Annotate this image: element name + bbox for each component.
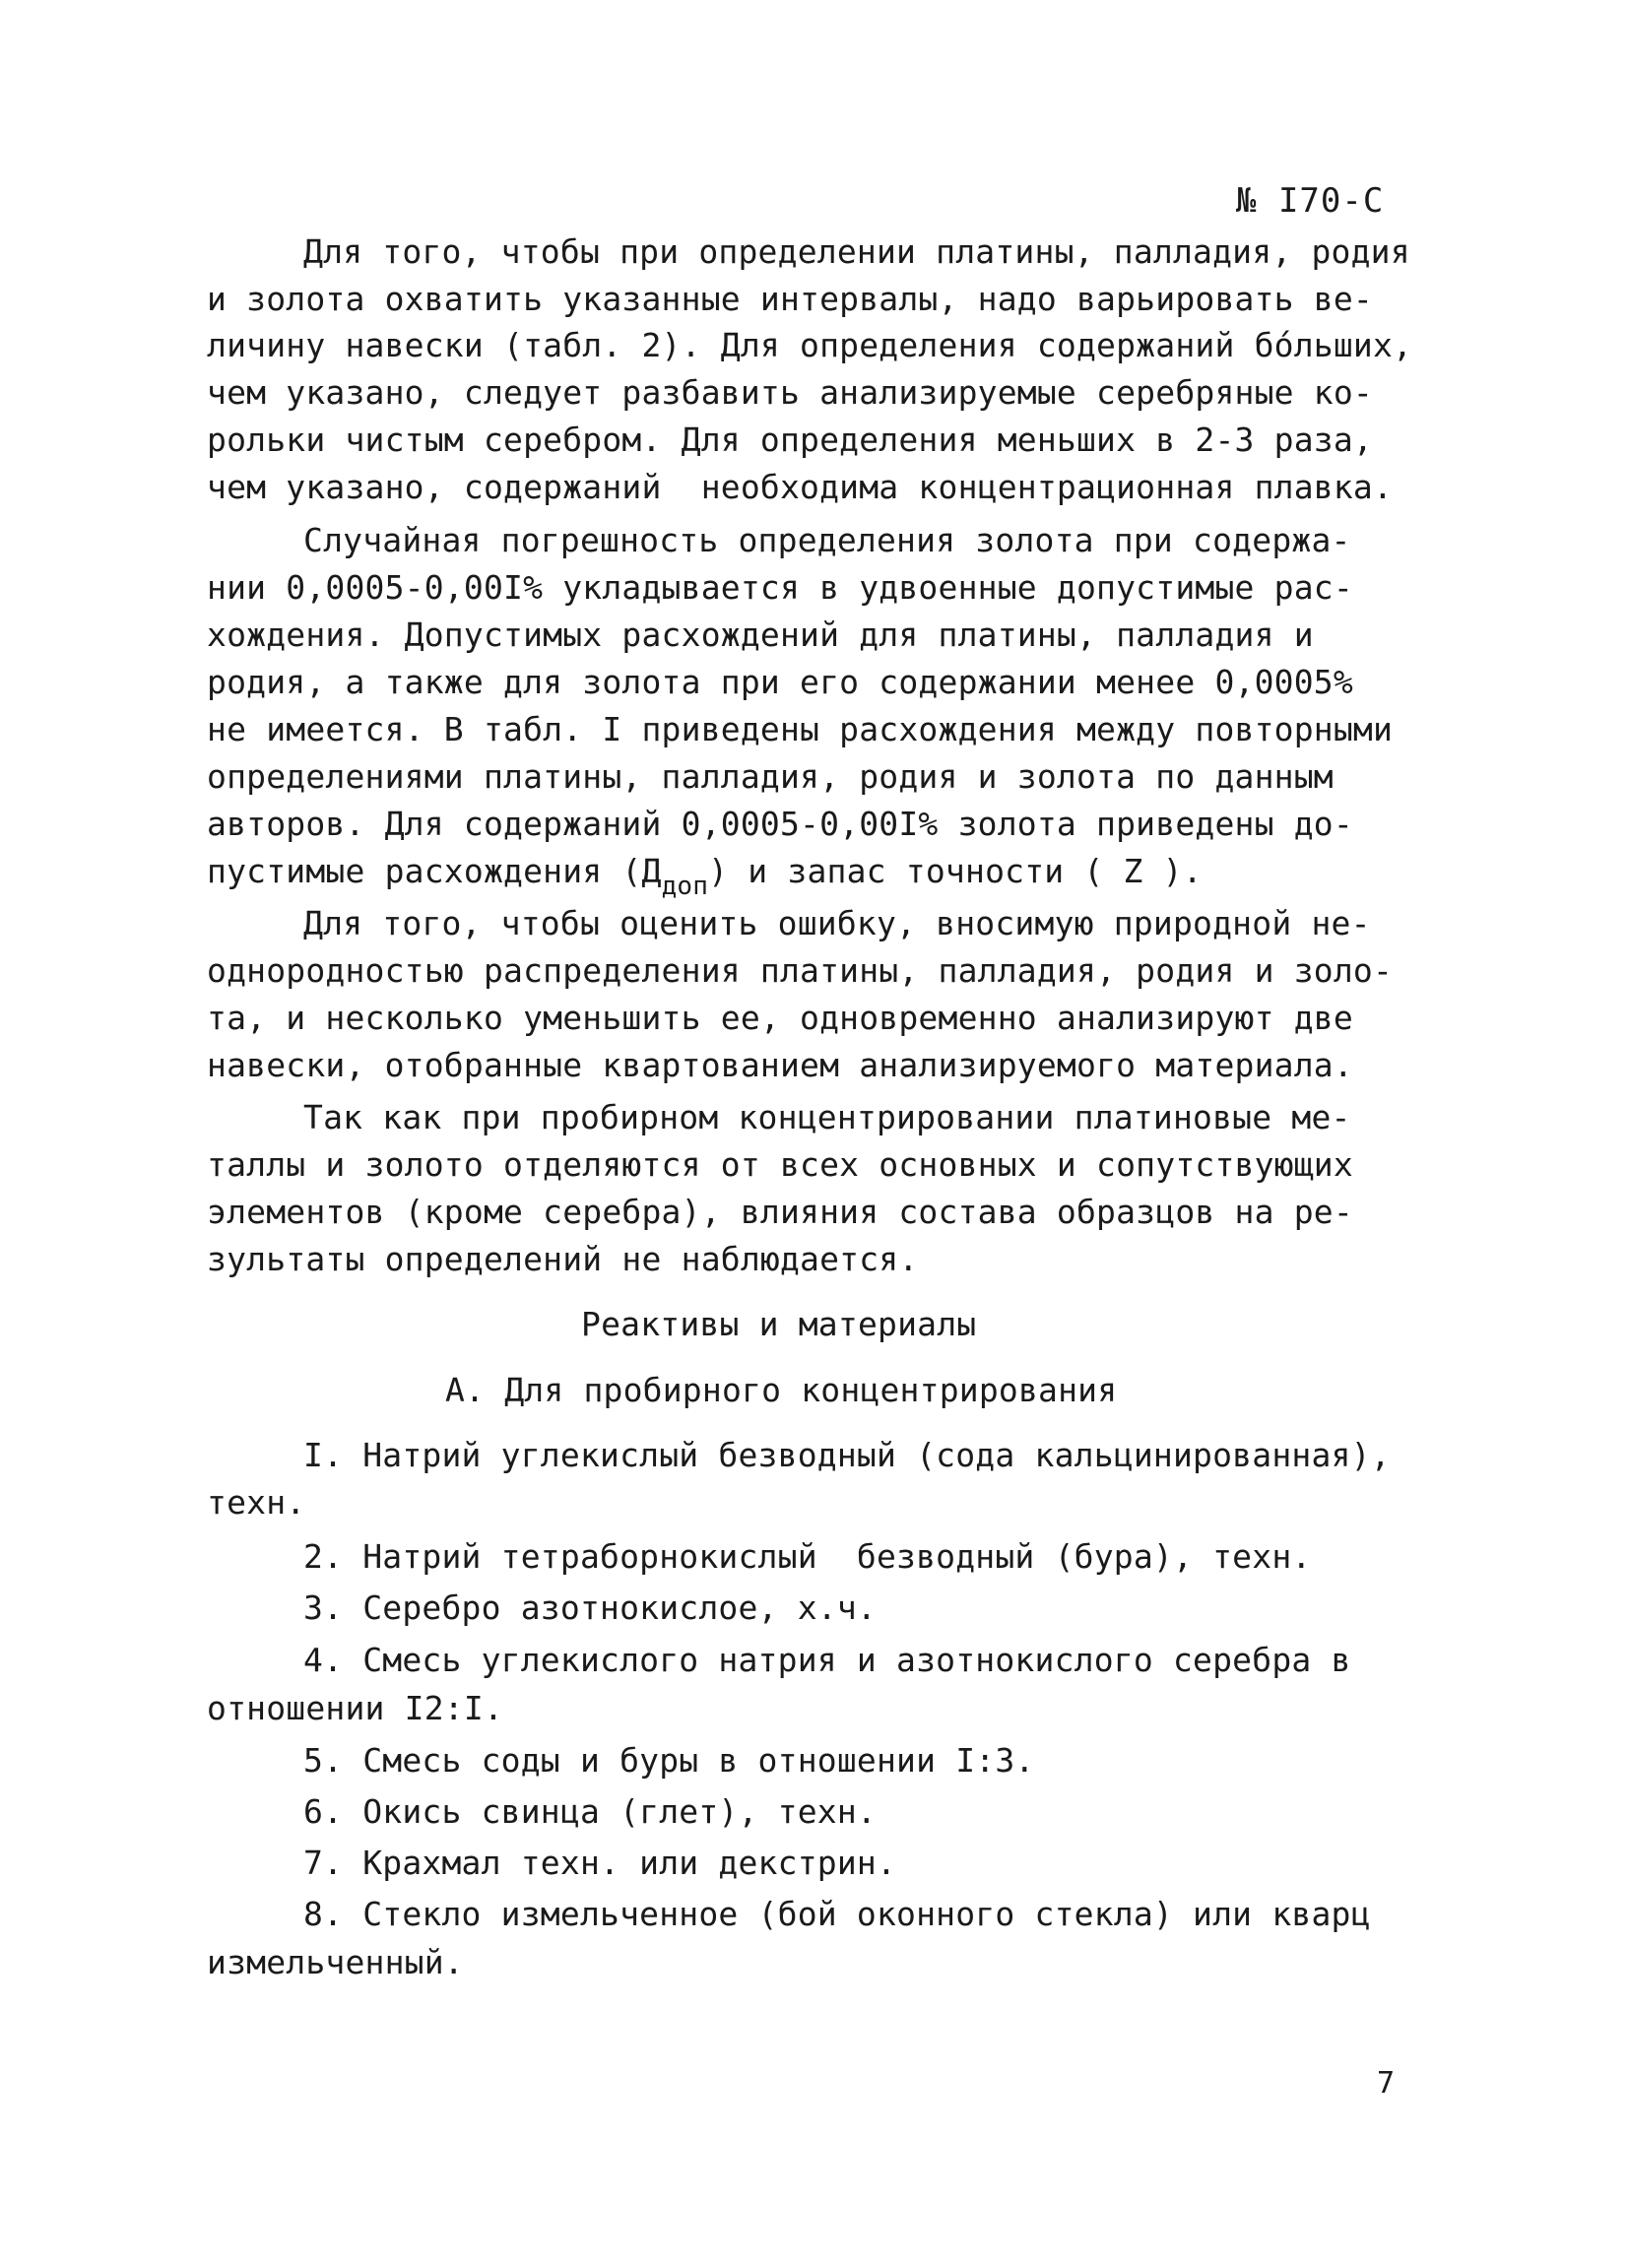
paragraph-4-line: Так как при пробирном концентрировании платиновые ме-: [303, 1098, 1351, 1136]
paragraph-2-line: Случайная погрешность определения золота при содержа-: [303, 521, 1351, 559]
section-title: Реактивы и материалы: [581, 1305, 977, 1343]
paragraph-1-line: личину навески (табл. 2). Для определения содержаний бóльших,: [207, 326, 1413, 364]
paragraph-4-line: таллы и золото отделяются от всех основных и сопутствующих: [207, 1145, 1353, 1184]
paragraph-1-line: и золота охватить указанные интервалы, надо варьировать ве-: [207, 280, 1373, 318]
paragraph-2-line: не имеется. В табл. I приведены расхождения между повторными: [207, 710, 1394, 748]
paragraph-2-line: определениями платины, палладия, родия и золота по данным: [207, 757, 1334, 796]
list-item: I. Натрий углекислый безводный (сода кальцинированная),: [303, 1436, 1391, 1474]
text-segment: ) и запас точности ( Z ).: [708, 852, 1203, 890]
list-item-continuation: отношении I2:I.: [207, 1689, 504, 1727]
list-item: 6. Окись свинца (глет), техн.: [303, 1792, 877, 1831]
paragraph-3-line: однородностью распределения платины, палладия, родия и золо-: [207, 951, 1394, 990]
paragraph-2-line: авторов. Для содержаний 0,0005-0,00I% золота приведены до-: [207, 805, 1353, 843]
paragraph-2-line: нии 0,0005-0,00I% укладывается в удвоенные допустимые рас-: [207, 568, 1353, 607]
list-item: 5. Смесь соды и буры в отношении I:3.: [303, 1741, 1035, 1780]
paragraph-4-line: зультаты определений не наблюдается.: [207, 1240, 919, 1278]
paragraph-1-line: чем указано, содержаний необходима концентрационная плавка.: [207, 468, 1394, 506]
text-segment: пустимые расхождения (Д: [207, 852, 662, 890]
list-item: 4. Смесь углекислого натрия и азотнокислого серебра в: [303, 1641, 1351, 1679]
paragraph-3-line: навески, отобранные квартованием анализируемого материала.: [207, 1046, 1353, 1084]
paragraph-3-line: Для того, чтобы оценить ошибку, вносимую природной не-: [303, 904, 1371, 942]
list-item: 8. Стекло измельченное (бой оконного стекла) или кварц: [303, 1895, 1371, 1933]
paragraph-1-line: чем указано, следует разбавить анализируемые серебряные ко-: [207, 373, 1373, 412]
list-item-continuation: техн.: [207, 1483, 306, 1522]
list-item: 7. Крахмал техн. или декстрин.: [303, 1844, 897, 1882]
page-number: 7: [1377, 2066, 1396, 2101]
list-item: 2. Натрий тетраборнокислый безводный (бура), техн.: [303, 1537, 1312, 1576]
paragraph-1-line: Для того, чтобы при определении платины, палладия, родия: [303, 232, 1410, 271]
paragraph-1-line: рольки чистым серебром. Для определения меньших в 2-3 раза,: [207, 421, 1373, 459]
document-number: № I70-С: [1236, 181, 1385, 221]
paragraph-2-line: родия, а также для золота при его содержании менее 0,0005%: [207, 663, 1353, 701]
list-item: 3. Серебро азотнокислое, х.ч.: [303, 1588, 877, 1627]
paragraph-4-line: элементов (кроме серебра), влияния состава образцов на ре-: [207, 1193, 1353, 1231]
paragraph-2-line-with-subscript: [207, 852, 1203, 901]
subsection-title: А. Для пробирного концентрирования: [445, 1371, 1118, 1409]
paragraph-3-line: та, и несколько уменьшить ее, одновременно анализируют две: [207, 999, 1353, 1037]
subscript-text: доп: [661, 872, 709, 901]
list-item-continuation: измельченный.: [207, 1943, 464, 1981]
paragraph-2-line: хождения. Допустимых расхождений для платины, палладия и: [207, 616, 1314, 654]
